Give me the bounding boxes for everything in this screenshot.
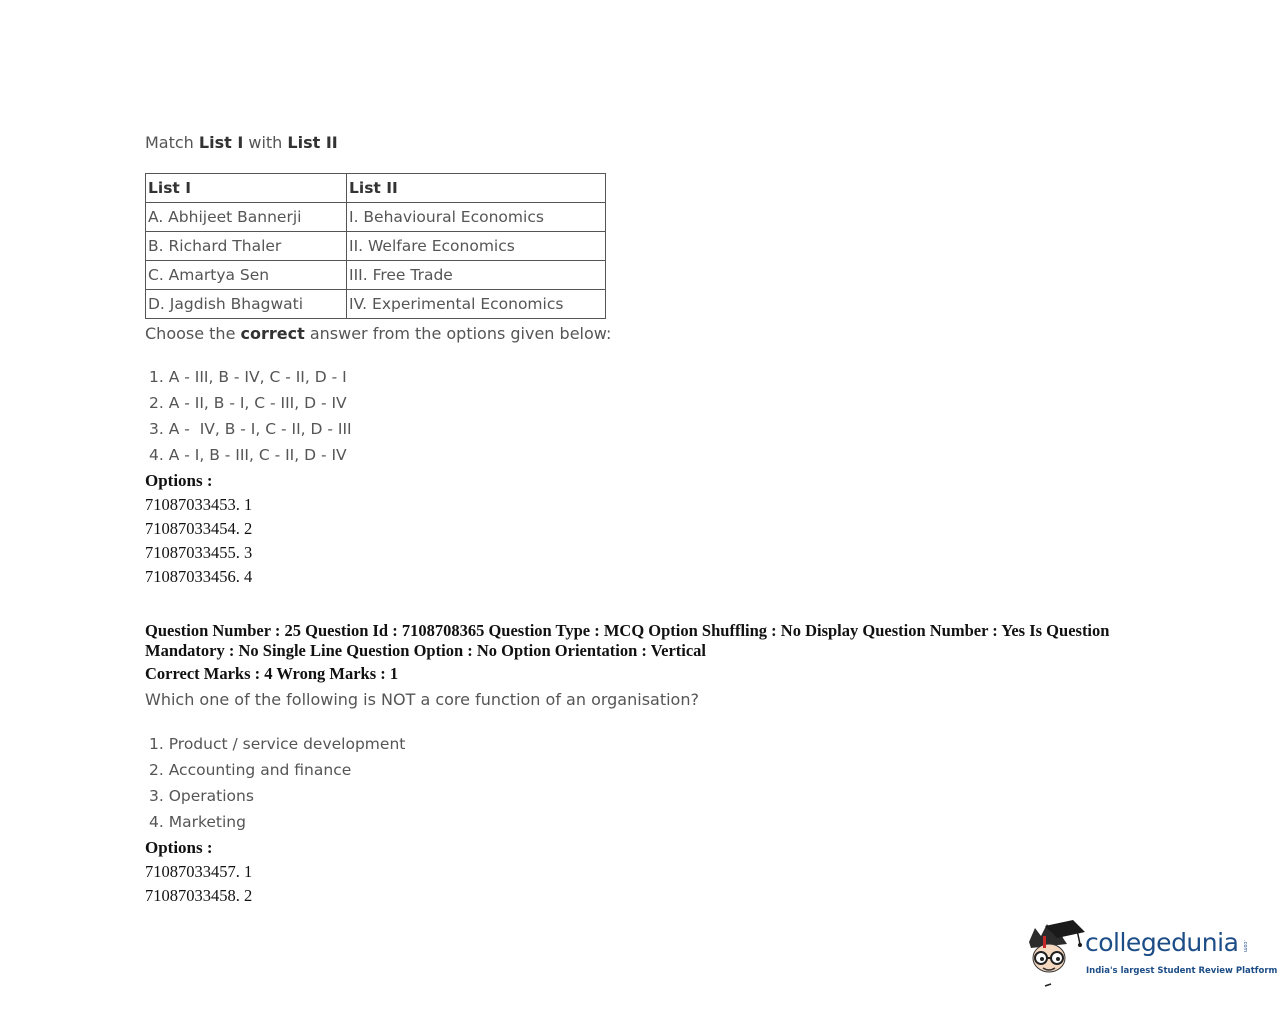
table-cell: III. Free Trade: [347, 261, 606, 290]
list-item: 4. Marketing: [149, 813, 246, 831]
list-item: 3. A - IV, B - I, C - II, D - III: [149, 420, 352, 438]
table-row: [146, 232, 606, 261]
list-item: 3. Operations: [149, 787, 254, 805]
table-cell: B. Richard Thaler: [146, 232, 347, 261]
q2-choice-list: [149, 731, 405, 835]
mascot-icon: [1025, 918, 1087, 990]
q1-option-id: 71087033454. 2: [145, 519, 253, 538]
table-row: [146, 261, 606, 290]
table-cell: I. Behavioural Economics: [347, 203, 606, 232]
q1-options-label: Options :: [145, 471, 213, 490]
logo-wordmark: collegedunia: [1085, 928, 1239, 957]
q1-option-id: 71087033456. 4: [145, 567, 253, 586]
logo-tagline: India's largest Student Review Platform: [1086, 966, 1278, 976]
q2-option-id: 71087033457. 1: [145, 862, 253, 881]
q2-marks: Correct Marks : 4 Wrong Marks : 1: [145, 664, 399, 683]
table-cell: IV. Experimental Economics: [347, 290, 606, 319]
q1-intro: Match List I with List II: [145, 133, 338, 152]
list-item: 2. A - II, B - I, C - III, D - IV: [149, 394, 347, 412]
q2-metadata: Question Number : 25 Question Id : 7108708365 Question Type : MCQ Option Shuffling : No Display Question Number : Yes Is Question Mandatory : No Single Line Question Option : No Option Orientation : Vertical: [145, 621, 1110, 660]
match-table: [145, 173, 606, 319]
table-header-cell: List II: [347, 174, 606, 203]
table-cell: D. Jagdish Bhagwati: [146, 290, 347, 319]
list-item: 1. A - III, B - IV, C - II, D - I: [149, 368, 347, 386]
q1-instruction: Choose the correct answer from the options given below:: [145, 324, 612, 343]
q2-option-id: 71087033458. 2: [145, 886, 253, 905]
q2-options-label: Options :: [145, 838, 213, 857]
list-item: 2. Accounting and finance: [149, 761, 352, 779]
table-row: [146, 290, 606, 319]
table-header-cell: List I: [146, 174, 347, 203]
q2-question: Which one of the following is NOT a core function of an organisation?: [145, 690, 699, 709]
table-cell: C. Amartya Sen: [146, 261, 347, 290]
table-cell: II. Welfare Economics: [347, 232, 606, 261]
table-cell: A. Abhijeet Bannerji: [146, 203, 347, 232]
q1-option-id: 71087033455. 3: [145, 543, 253, 562]
q1-choice-list: [149, 364, 352, 468]
table-header-row: [146, 174, 606, 203]
collegedunia-logo: [1025, 918, 1278, 990]
list-item: 1. Product / service development: [149, 735, 406, 753]
q1-option-id: 71087033453. 1: [145, 495, 253, 514]
list-item: 4. A - I, B - III, C - II, D - IV: [149, 446, 347, 464]
logo-com: .com: [1242, 940, 1248, 953]
table-row: [146, 203, 606, 232]
